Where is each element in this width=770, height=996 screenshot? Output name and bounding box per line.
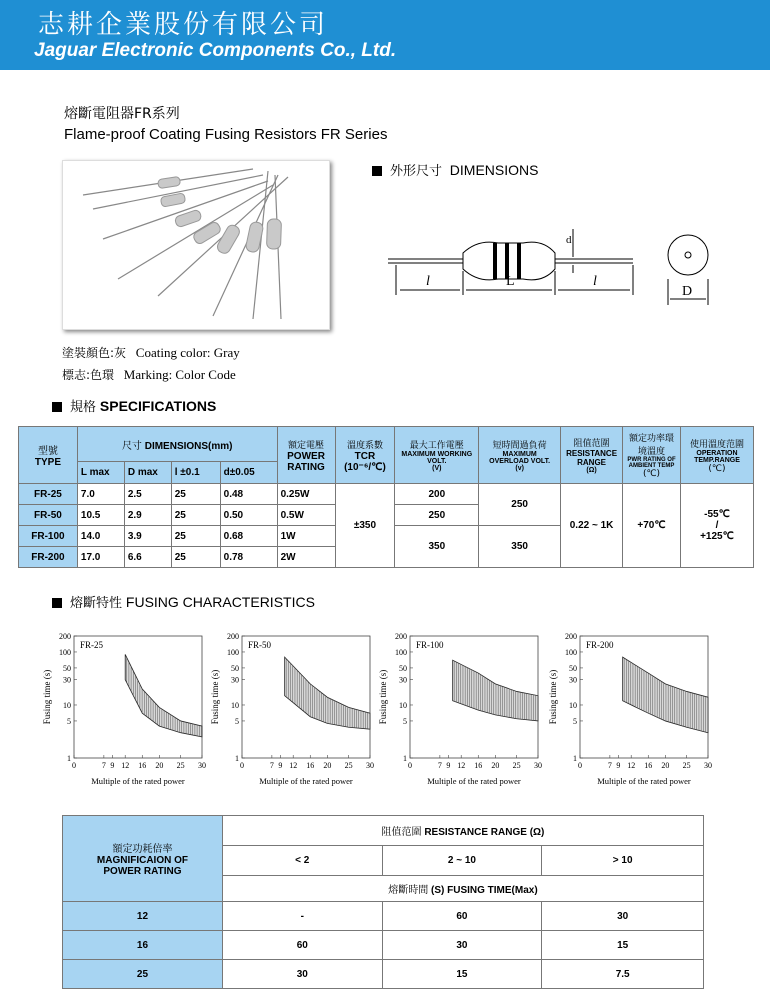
cell-mwv: 200 bbox=[395, 484, 479, 505]
dim-label-L: L bbox=[506, 274, 515, 289]
x-axis-label: Multiple of the rated power bbox=[427, 776, 521, 786]
y-tick-label: 5 bbox=[235, 716, 239, 726]
y-tick-label: 30 bbox=[63, 675, 71, 685]
x-tick-label: 16 bbox=[306, 761, 315, 770]
cell-ambient-temp: +70℃ bbox=[623, 484, 681, 568]
cell-power: 0.25W bbox=[277, 484, 335, 505]
chart-title: FR-100 bbox=[416, 640, 444, 650]
y-axis-label: Fusing time (s) bbox=[548, 669, 558, 725]
x-tick-label: 0 bbox=[578, 761, 582, 770]
range-lt2: < 2 bbox=[222, 846, 382, 876]
x-tick-label: 7 bbox=[607, 761, 612, 770]
table-row bbox=[19, 484, 754, 505]
x-tick-label: 20 bbox=[155, 761, 164, 770]
cell-l: 25 bbox=[171, 547, 220, 568]
header-power: 額定電壓 POWER RATING bbox=[277, 427, 335, 484]
y-axis-label: Fusing time (s) bbox=[42, 669, 52, 725]
y-tick-label: 10 bbox=[63, 700, 71, 710]
fusing-section-title: 熔斷特性 FUSING CHARACTERISTICS bbox=[52, 592, 315, 611]
x-tick-label: 16 bbox=[474, 761, 483, 770]
marking: 標志:色環 Marking: Color Code bbox=[62, 367, 236, 382]
cell-type: FR-100 bbox=[19, 526, 78, 547]
x-tick-label: 9 bbox=[278, 761, 283, 770]
x-tick-label: 7 bbox=[269, 761, 274, 770]
x-tick-label: 25 bbox=[176, 761, 185, 770]
x-tick-label: 9 bbox=[616, 761, 621, 770]
cell-l: 25 bbox=[171, 484, 220, 505]
x-tick-label: 20 bbox=[491, 761, 500, 770]
header-fusing-time: 熔斷時間 (S) FUSING TIME(Max) bbox=[222, 876, 703, 902]
fusing-chart-fr-25 bbox=[40, 628, 206, 788]
cell-time: 30 bbox=[222, 960, 382, 989]
x-tick-label: 9 bbox=[446, 761, 451, 770]
cell-lmax: 17.0 bbox=[77, 547, 124, 568]
cell-dmax: 3.9 bbox=[124, 526, 171, 547]
fusing-time-table bbox=[62, 815, 704, 989]
y-tick-label: 200 bbox=[565, 632, 577, 641]
x-tick-label: 16 bbox=[644, 761, 653, 770]
x-tick-label: 30 bbox=[366, 761, 374, 770]
dim-label-l: l bbox=[426, 274, 430, 289]
cell-time: 60 bbox=[382, 902, 542, 931]
cell-power: 1W bbox=[277, 526, 335, 547]
header-tcr: 溫度系數 TCR (10⁻⁶/℃) bbox=[335, 427, 395, 484]
x-axis-label: Multiple of the rated power bbox=[259, 776, 353, 786]
y-tick-label: 1 bbox=[573, 754, 577, 763]
cell-type: FR-25 bbox=[19, 484, 78, 505]
cell-time: 30 bbox=[382, 931, 542, 960]
coating-color: 塗裝顏色:灰 Coating color: Gray bbox=[62, 345, 240, 360]
x-tick-label: 25 bbox=[682, 761, 691, 770]
cell-d: 0.68 bbox=[220, 526, 277, 547]
cell-resistance-range: 0.22 ~ 1K bbox=[561, 484, 623, 568]
range-gt10: > 10 bbox=[542, 846, 704, 876]
cell-mov: 250 bbox=[479, 484, 561, 526]
y-tick-label: 30 bbox=[569, 675, 577, 685]
x-tick-label: 25 bbox=[344, 761, 353, 770]
cell-type: FR-50 bbox=[19, 505, 78, 526]
header-type: 型號 TYPE bbox=[19, 427, 78, 484]
y-tick-label: 30 bbox=[399, 675, 407, 685]
x-axis-label: Multiple of the rated power bbox=[91, 776, 185, 786]
x-tick-label: 0 bbox=[72, 761, 76, 770]
cell-time: 7.5 bbox=[542, 960, 704, 989]
cell-dmax: 2.9 bbox=[124, 505, 171, 526]
cell-d: 0.50 bbox=[220, 505, 277, 526]
x-tick-label: 7 bbox=[437, 761, 442, 770]
x-tick-label: 20 bbox=[323, 761, 332, 770]
cell-lmax: 7.0 bbox=[77, 484, 124, 505]
y-tick-label: 50 bbox=[231, 663, 239, 673]
product-photo bbox=[62, 160, 330, 330]
cell-power: 2W bbox=[277, 547, 335, 568]
header-resistance-range: 阻值范圍 RESISTANCE RANGE (Ω) bbox=[561, 427, 623, 484]
y-tick-label: 5 bbox=[403, 716, 407, 726]
x-tick-label: 30 bbox=[704, 761, 712, 770]
header-max-overload-volt: 短時間過負荷 MAXIMUM OVERLOAD VOLT. (v) bbox=[479, 427, 561, 484]
cell-dmax: 6.6 bbox=[124, 547, 171, 568]
y-tick-label: 200 bbox=[395, 632, 407, 641]
product-title-en: Flame-proof Coating Fusing Resistors FR Series bbox=[64, 126, 388, 143]
dim-label-d: d bbox=[566, 234, 572, 246]
x-tick-label: 12 bbox=[457, 761, 466, 770]
cell-d: 0.48 bbox=[220, 484, 277, 505]
y-tick-label: 50 bbox=[569, 663, 577, 673]
cell-lmax: 14.0 bbox=[77, 526, 124, 547]
chart-title: FR-200 bbox=[586, 640, 614, 650]
header-resistance-range: 阻值范圍 RESISTANCE RANGE (Ω) bbox=[222, 816, 703, 846]
x-axis-label: Multiple of the rated power bbox=[597, 776, 691, 786]
y-tick-label: 100 bbox=[59, 647, 71, 657]
company-name-zh: 志耕企業股份有限公司 bbox=[38, 10, 329, 40]
table-row bbox=[63, 960, 704, 989]
y-tick-label: 1 bbox=[67, 754, 71, 763]
y-tick-label: 5 bbox=[573, 716, 577, 726]
cell-magnification: 12 bbox=[63, 902, 223, 931]
header-ambient-temp: 額定功率環境溫度 PWR RATING OF AMBIENT TEMP (℃) bbox=[623, 427, 681, 484]
cell-magnification: 25 bbox=[63, 960, 223, 989]
dimensions-section-title: 外形尺寸 DIMENSIONS bbox=[372, 160, 538, 179]
y-tick-label: 200 bbox=[59, 632, 71, 641]
cell-d: 0.78 bbox=[220, 547, 277, 568]
fusing-chart-fr-200 bbox=[546, 628, 712, 788]
y-tick-label: 100 bbox=[565, 647, 577, 657]
y-axis-label: Fusing time (s) bbox=[210, 669, 220, 725]
y-tick-label: 200 bbox=[227, 632, 239, 641]
header-l: l ±0.1 bbox=[171, 462, 220, 484]
x-tick-label: 16 bbox=[138, 761, 147, 770]
cell-power: 0.5W bbox=[277, 505, 335, 526]
product-title-zh: 熔斷電阻器FR系列 bbox=[64, 106, 180, 122]
dim-label-l2: l bbox=[593, 274, 597, 289]
cell-magnification: 16 bbox=[63, 931, 223, 960]
cell-mov: 350 bbox=[479, 526, 561, 568]
y-tick-label: 1 bbox=[235, 754, 239, 763]
y-axis-label: Fusing time (s) bbox=[378, 669, 388, 725]
header-dimensions: 尺寸 DIMENSIONS(mm) bbox=[77, 427, 277, 462]
specifications-section-title: 規格 SPECIFICATIONS bbox=[52, 396, 216, 415]
x-tick-label: 12 bbox=[121, 761, 130, 770]
y-tick-label: 1 bbox=[403, 754, 407, 763]
cell-dmax: 2.5 bbox=[124, 484, 171, 505]
header-max-working-volt: 最大工作電壓 MAXIMUM WORKING VOLT. (V) bbox=[395, 427, 479, 484]
y-tick-label: 100 bbox=[395, 647, 407, 657]
y-tick-label: 10 bbox=[231, 700, 239, 710]
x-tick-label: 9 bbox=[110, 761, 115, 770]
y-tick-label: 10 bbox=[399, 700, 407, 710]
x-tick-label: 0 bbox=[240, 761, 244, 770]
cell-l: 25 bbox=[171, 526, 220, 547]
y-tick-label: 100 bbox=[227, 647, 239, 657]
header-operation-temp: 使用溫度范圍 OPERATION TEMP.RANGE (℃) bbox=[680, 427, 753, 484]
x-tick-label: 25 bbox=[512, 761, 521, 770]
fusing-band bbox=[285, 657, 370, 729]
x-tick-label: 30 bbox=[198, 761, 206, 770]
fusing-chart-fr-50 bbox=[208, 628, 374, 788]
cell-time: 15 bbox=[382, 960, 542, 989]
header-dmax: D max bbox=[124, 462, 171, 484]
specifications-table bbox=[18, 426, 754, 568]
fusing-band bbox=[623, 657, 708, 733]
cell-operation-temp: -55℃ / +125℃ bbox=[680, 484, 753, 568]
x-tick-label: 12 bbox=[289, 761, 298, 770]
cell-tcr: ±350 bbox=[335, 484, 395, 568]
range-2-10: 2 ~ 10 bbox=[382, 846, 542, 876]
x-tick-label: 12 bbox=[627, 761, 636, 770]
chart-title: FR-50 bbox=[248, 640, 272, 650]
cell-mwv: 350 bbox=[395, 526, 479, 568]
header-magnification: 額定功耗倍率 MAGNIFICAION OF POWER RATING bbox=[63, 816, 223, 902]
dim-label-D: D bbox=[682, 284, 693, 299]
x-tick-label: 7 bbox=[101, 761, 106, 770]
y-tick-label: 50 bbox=[63, 663, 71, 673]
cell-l: 25 bbox=[171, 505, 220, 526]
cell-time: 60 bbox=[222, 931, 382, 960]
y-tick-label: 5 bbox=[67, 716, 71, 726]
cell-time: 30 bbox=[542, 902, 704, 931]
cell-lmax: 10.5 bbox=[77, 505, 124, 526]
table-row bbox=[63, 902, 704, 931]
fusing-band bbox=[453, 660, 538, 721]
x-tick-label: 0 bbox=[408, 761, 412, 770]
company-name-en: Jaguar Electronic Components Co., Ltd. bbox=[34, 40, 397, 61]
table-row bbox=[63, 931, 704, 960]
y-tick-label: 30 bbox=[231, 675, 239, 685]
fusing-chart-fr-100 bbox=[376, 628, 542, 788]
y-tick-label: 50 bbox=[399, 663, 407, 673]
dimensions-diagram bbox=[388, 215, 718, 319]
cell-mwv: 250 bbox=[395, 505, 479, 526]
header-lmax: L max bbox=[77, 462, 124, 484]
y-tick-label: 10 bbox=[569, 700, 577, 710]
x-tick-label: 30 bbox=[534, 761, 542, 770]
chart-title: FR-25 bbox=[80, 640, 104, 650]
cell-type: FR-200 bbox=[19, 547, 78, 568]
header-d: d±0.05 bbox=[220, 462, 277, 484]
cell-time: - bbox=[222, 902, 382, 931]
x-tick-label: 20 bbox=[661, 761, 670, 770]
cell-time: 15 bbox=[542, 931, 704, 960]
